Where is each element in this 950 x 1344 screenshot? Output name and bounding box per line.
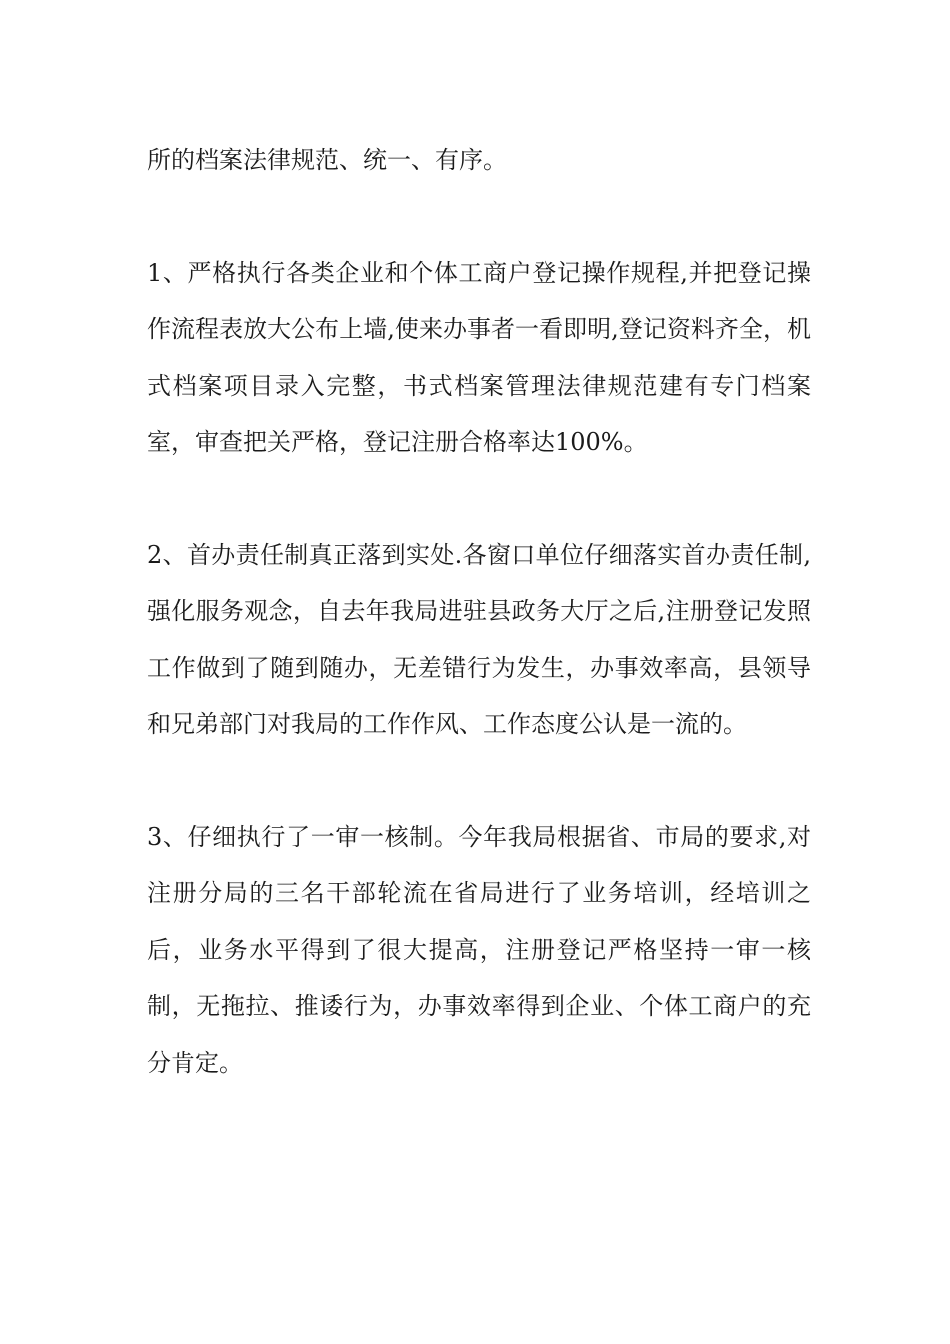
- paragraph-item-3: 3、仔细执行了一审一核制。今年我局根据省、市局的要求,对注册分局的三名干部轮流在省局进行了业务培训，经培训之后，业务水平得到了很大提高，注册登记严格坚持一审一核制，无拖拉、推诿行为，办事效率得到企业、个体工商户的充分肯定。: [147, 822, 811, 1077]
- paragraph-item-2: 2、首办责任制真正落到实处.各窗口单位仔细落实首办责任制,强化服务观念，自去年我局进驻县政务大厅之后,注册登记发照工作做到了随到随办，无差错行为发生，办事效率高，县领导和兄弟部门对我局的工作作风、工作态度公认是一流的。: [147, 540, 811, 738]
- paragraph-intro: 所的档案法律规范、统一、有序。: [147, 146, 507, 174]
- document-body: [147, 132, 811, 1091]
- paragraph-item-1: 1、严格执行各类企业和个体工商户登记操作规程,并把登记操作流程表放大公布上墙,使来办事者一看即明,登记资料齐全，机式档案项目录入完整，书式档案管理法律规范建有专门档案室，审查把关严格，登记注册合格率达100%。: [147, 258, 811, 456]
